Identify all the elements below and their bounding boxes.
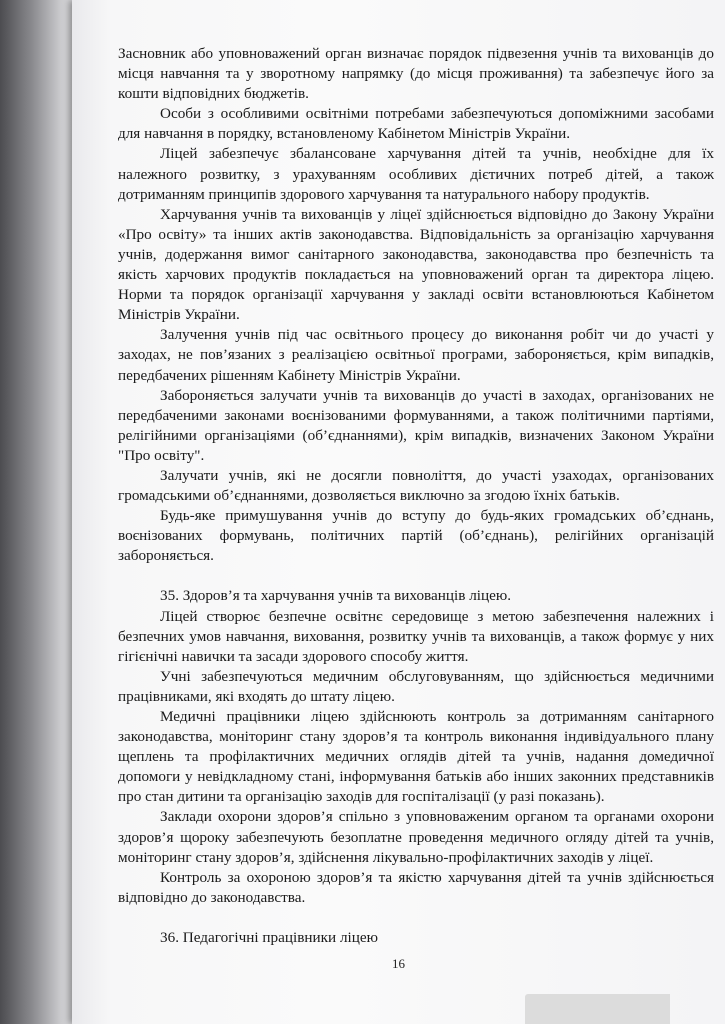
section-heading-36: 36. Педагогічні працівники ліцею — [160, 928, 378, 946]
section-heading-35: 35. Здоров’я та харчування учнів та вихованців ліцею. — [160, 587, 512, 605]
document-body — [118, 44, 714, 948]
paragraph: Забороняється залучати учнів та вихованців до участі в заходах, організованих не передбаченими законами воєнізованими формуваннями, а також політичними партіями, релігійними організаціями (об’єднаннями), крім випадків, визначених Законом України "Про освіту". — [118, 386, 714, 464]
paragraph: Медичні працівники ліцею здійснюють контроль за дотриманням санітарного законодавства, моніторинг стану здоров’я та контроль виконання індивідуального плану щеплень та профілактичних медичних оглядів дітей та учнів, надання домедичної допомоги у невідкладному стані, інформування батьків або інших законних представників про стан дитини та організацію заходів для госпіталізації (у разі показань). — [118, 708, 714, 806]
adjacent-page-edge — [0, 0, 80, 1024]
section-gap — [118, 566, 714, 586]
paragraph: Ліцей створює безпечне освітнє середовище з метою забезпечення належних і безпечних умов навчання, виховання, розвитку учнів та вихованців, а також формує у них гігієнічні навички та засади здорового способу життя. — [118, 607, 714, 665]
paragraph: Ліцей забезпечує збалансоване харчування дітей та учнів, необхідне для їх належного розвитку, з урахуванням особливих дієтичних потреб дітей, а також дотриманням принципів здорового харчування та натурального набору продуктів. — [118, 145, 714, 203]
section-gap — [118, 908, 714, 928]
paragraph: Залучення учнів під час освітнього процесу до виконання робіт чи до участі у заходах, не пов’язаних з реалізацією освітньої програми, забороняється, крім випадків, передбачених рішенням Кабінету Міністрів України. — [118, 326, 714, 384]
paragraph: Будь-яке примушування учнів до вступу до будь-яких громадських об’єднань, воєнізованих формувань, політичних партій (об’єднань), релігійних організацій забороняється. — [118, 507, 714, 565]
paragraph: Заклади охорони здоров’я спільно з уповноваженим органом та органами охорони здоров’я щороку забезпечують безоплатне проведення медичного огляду дітей та учнів, моніторинг стану здоров’я, здійснення лікувально-профілактичних заходів у ліцеї. — [118, 808, 714, 866]
scan-bottom-edge — [525, 994, 670, 1024]
page-number: 16 — [392, 956, 405, 971]
document-page — [72, 0, 725, 1024]
paragraph: Харчування учнів та вихованців у ліцеї здійснюється відповідно до Закону України «Про освіту» та інших актів законодавства. Відповідальність за організацію харчування учнів, додержання вимог санітарного законодавства, законодавства про безпечність та якість харчових продуктів покладається на уповноважений орган та директора ліцею. Норми та порядок організації харчування у закладі освіти встановлюються Кабінетом Міністрів України. — [118, 205, 714, 324]
paragraph: Залучати учнів, які не досягли повноліття, до участі узаходах, організованих громадськими об’єднаннями, дозволяється виключно за згодою їхніх батьків. — [118, 466, 714, 505]
paragraph: Особи з особливими освітніми потребами забезпечуються допоміжними засобами для навчання в порядку, встановленому Кабінетом Міністрів України. — [118, 105, 714, 143]
paragraph: Засновник або уповноважений орган визначає порядок підвезення учнів та вихованців до місця навчання та у зворотному напрямку (до місця проживання) та забезпечує його за кошти відповідних бюджетів. — [118, 45, 714, 103]
paragraph: Учні забезпечуються медичним обслуговуванням, що здійснюється медичними працівниками, які входять до штату ліцею. — [118, 667, 714, 705]
paragraph: Контроль за охороною здоров’я та якістю харчування дітей та учнів здійснюється відповідно до законодавства. — [118, 868, 714, 906]
